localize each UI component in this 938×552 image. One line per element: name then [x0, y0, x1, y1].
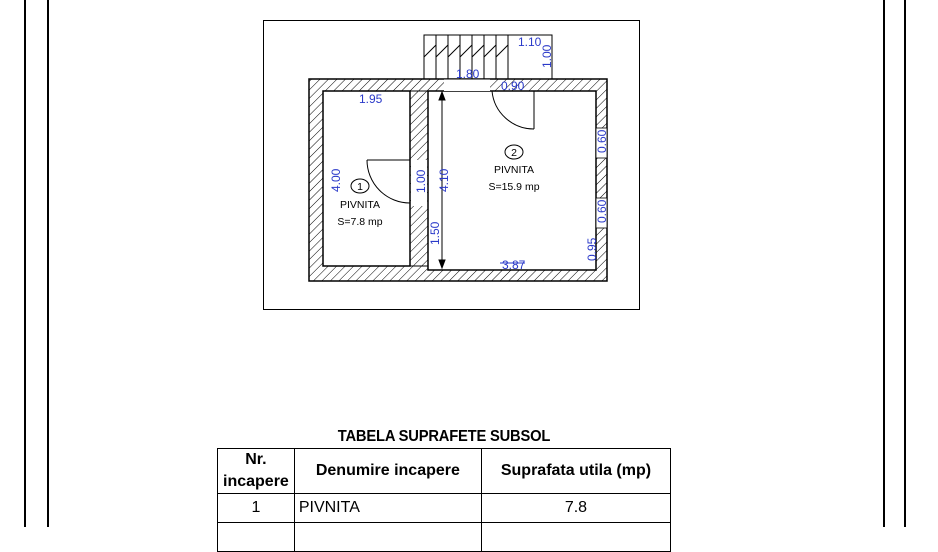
header-nr [218, 449, 295, 494]
table-header-row [218, 449, 671, 494]
dim-stair-width: 1.10 [518, 35, 542, 49]
header-nr-line2: incapere [223, 473, 289, 490]
room-number: 1 [357, 181, 363, 193]
room-label-2 [488, 145, 539, 193]
area-table [217, 448, 671, 552]
dim-stair-depth: 1.00 [540, 44, 554, 68]
room-area: S=15.9 mp [488, 181, 540, 193]
dim-room2-width: 3.87 [502, 258, 526, 272]
header-area: Suprafata utila (mp) [481, 449, 670, 494]
room-number: 2 [511, 147, 517, 159]
dim-door2-width: 0.90 [501, 79, 525, 93]
dim-room1-height: 4.00 [329, 168, 343, 192]
cell-name: PIVNITA [294, 494, 481, 523]
dim-right-lower: 0.95 [585, 237, 599, 261]
room-name: PIVNITA [493, 164, 535, 176]
dim-room1-width: 1.95 [359, 92, 383, 106]
room-name: PIVNITA [339, 199, 381, 211]
dim-window-upper: 0.60 [595, 129, 609, 153]
table-title: TABELA SUPRAFETE SUBSOL [337, 428, 551, 445]
table-row [218, 494, 671, 523]
door-swing-2 [492, 91, 534, 129]
dim-lower-segment: 1.50 [428, 221, 442, 245]
dim-door1-width: 1.00 [414, 169, 428, 193]
dim-window-lower: 0.60 [595, 199, 609, 223]
room-area: S=7.8 mp [337, 216, 383, 228]
header-name: Denumire incapere [294, 449, 481, 494]
dim-inner-wall: 4.10 [437, 168, 451, 192]
header-nr-line1: Nr. [245, 451, 267, 468]
walls [309, 79, 607, 281]
cell-nr: 1 [218, 494, 295, 523]
cell-area: 7.8 [481, 494, 670, 523]
dim-stair-run: 1.80 [456, 67, 480, 81]
